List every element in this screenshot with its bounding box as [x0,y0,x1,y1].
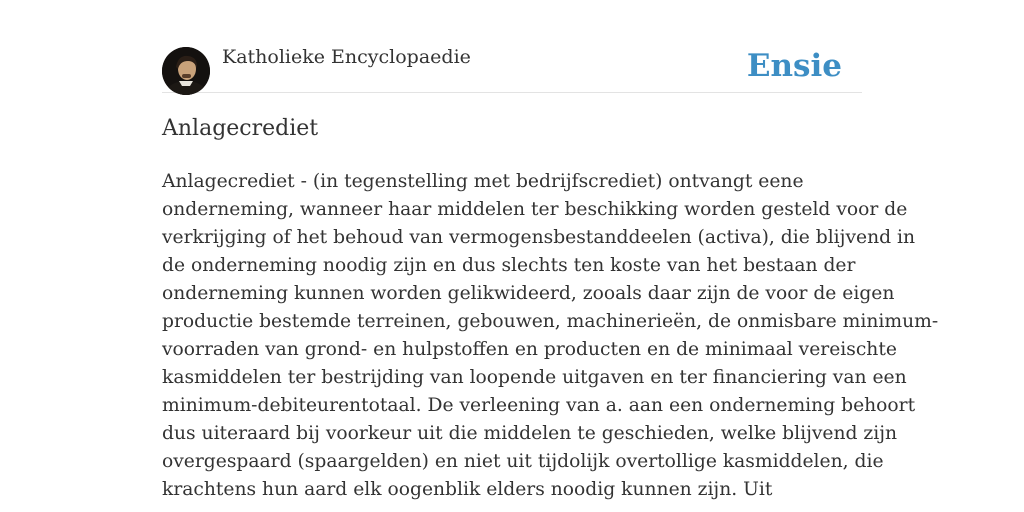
article-line: Anlagecrediet - (in tegenstelling met bedrijfscrediet) ontvangt eene [162,171,804,192]
article-line: de onderneming noodig zijn en dus slechts ten koste van het bestaan der [162,255,856,276]
article-line: overgespaard (spaargelden) en niet uit tijdolijk overtollige kasmiddelen, die [162,451,884,472]
article-line: dus uiteraard bij voorkeur uit die middelen te geschieden, welke blijvend zijn [162,423,898,444]
article-line: kasmiddelen ter bestrijding van loopende uitgaven en ter financiering van een [162,367,907,388]
article-body [162,168,939,504]
portrait-avatar-icon[interactable] [162,47,210,95]
article-line: voorraden van grond- en hulpstoffen en producten en de minimaal vereischte [162,339,897,360]
article-line: onderneming kunnen worden gelikwideerd, zooals daar zijn de voor de eigen [162,283,895,304]
source-name[interactable]: Katholieke Encyclopaedie [222,46,471,68]
brand-logo[interactable]: Ensie [746,48,842,84]
article-line: productie bestemde terreinen, gebouwen, machinerieën, de onmisbare minimum- [162,311,939,332]
article-line: verkrijging of het behoud van vermogensbestanddeelen (activa), die blijvend in [162,227,916,248]
header [162,0,862,93]
article-line: krachtens hun aard elk oogenblik elders noodig kunnen zijn. Uit [162,479,773,500]
article-line: onderneming, wanneer haar middelen ter beschikking worden gesteld voor de [162,199,908,220]
page-title: Anlagecrediet [162,116,319,141]
portrait-avatar-image [162,47,210,95]
page-container [162,0,939,500]
article-line: minimum-debiteurentotaal. De verleening van a. aan een onderneming behoort [162,395,916,416]
